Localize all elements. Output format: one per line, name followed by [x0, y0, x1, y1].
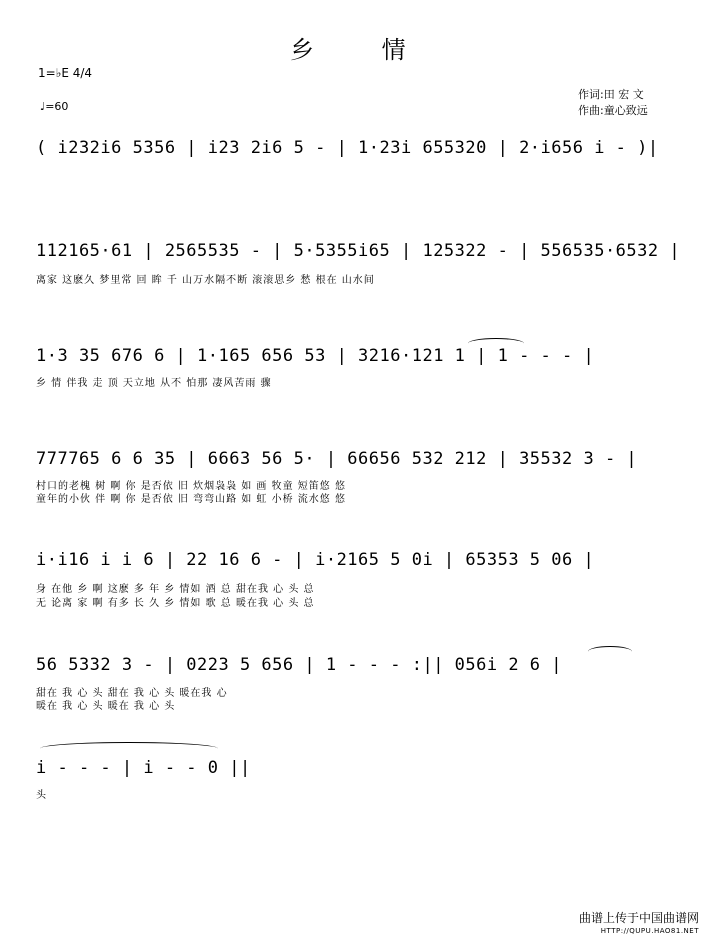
lyrics-row-5a: 身 在他 乡 啊 这麽 多 年 乡 情如 酒 总 甜在我 心 头 总 — [36, 584, 315, 595]
lyrics-row-2: 离家 这麽久 梦里常 回 眸 千 山万水隔不断 滚滚思乡 愁 根在 山水间 — [36, 275, 375, 286]
lyrics-row-3: 乡 情 伴我 走 顶 天立地 从不 怕那 凄风苦雨 骤 — [36, 378, 272, 389]
key-signature: 1=♭E 4/4 — [38, 66, 93, 80]
lyrics-row-5b: 无 论离 家 啊 有多 长 久 乡 情如 歌 总 暖在我 心 头 总 — [36, 598, 315, 609]
lyrics-row-6a: 甜在 我 心 头 甜在 我 心 头 暖在我 心 — [36, 688, 228, 699]
tempo-marking: ♩=60 — [40, 100, 69, 113]
score-row-7: i - - - | i - - 0 || — [36, 758, 251, 778]
score-row-2: 112165·61 | 2565535 - | 5·5355i65 | 125322 - | 556535·6532 | — [36, 241, 681, 261]
score-row-5: i·i16 i i 6 | 22 16 6 - | i·2165 5 0i | 65353 5 06 | — [36, 550, 595, 570]
page-title: 乡 情 — [290, 36, 436, 64]
lyricist-credit: 作词:田 宏 文 — [578, 88, 644, 101]
score-row-3: 1·3 35 676 6 | 1·165 656 53 | 3216·121 1 | 1 - - - | — [36, 346, 595, 366]
lyrics-row-7: 头 — [36, 790, 47, 801]
watermark — [579, 912, 699, 938]
lyrics-row-4a: 村口的老槐 树 啊 你 是否依 旧 炊烟袅袅 如 画 牧童 短笛悠 悠 — [36, 481, 346, 492]
watermark-url: HTTP://QUPU.HAO81.NET — [600, 927, 699, 935]
score-row-1: ( i232i6 5356 | i23 2i6 5 - | 1·23i 655320 | 2·i656 i - )| — [36, 138, 659, 158]
score-row-4: 777765 6 6 35 | 6663 56 5· | 66656 532 212 | 35532 3 - | — [36, 449, 638, 469]
slur — [468, 338, 524, 349]
composer-credit: 作曲:童心致远 — [578, 104, 648, 117]
lyrics-row-4b: 童年的小伙 伴 啊 你 是否依 旧 弯弯山路 如 虹 小桥 流水悠 悠 — [36, 494, 346, 505]
slur — [40, 742, 218, 755]
watermark-line-1: 曲谱上传于中国曲谱网 — [578, 911, 699, 925]
lyrics-row-6b: 暖在 我 心 头 暖在 我 心 头 — [36, 701, 176, 712]
score-row-6: 56 5332 3 - | 0223 5 656 | 1 - - - :|| 056i 2 6 | — [36, 655, 563, 675]
slur — [588, 646, 632, 657]
